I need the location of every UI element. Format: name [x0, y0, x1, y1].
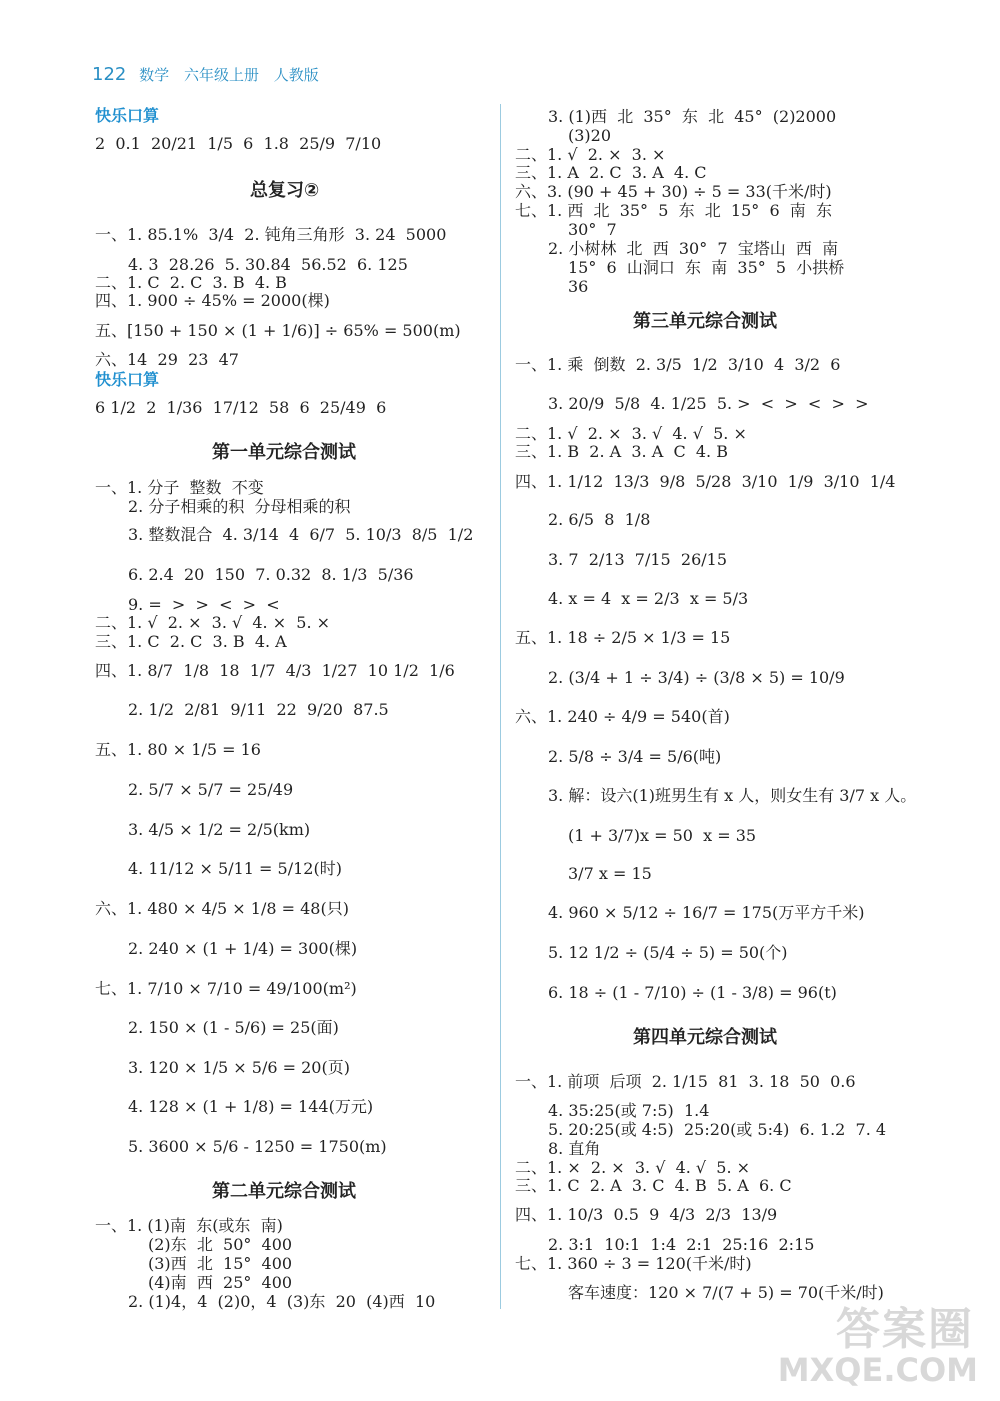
- answer-line: 二、1. C 2. C 3. B 4. B: [95, 273, 287, 292]
- answer-line: 6. 2.4 20 150 7. 0.32 8. 1/3 5/36: [128, 565, 414, 584]
- section-label: 快乐口算: [95, 106, 160, 125]
- answer-line: 一、1. (1)南 东(或东 南): [95, 1216, 283, 1235]
- answer-line: 2. (1)4，4 (2)0，4 (3)东 20 (4)西 10: [128, 1292, 436, 1311]
- answer-line: 3. (1)西 北 35° 东 北 45° (2)2000: [548, 107, 837, 126]
- answer-line: 五、1. 18 ÷ 2/5 × 1/3 = 15: [515, 628, 731, 647]
- answer-line: (3)西 北 15° 400: [148, 1254, 293, 1273]
- answer-line: 2. 3:1 10:1 1:4 2:1 25:16 2:15: [548, 1235, 815, 1254]
- column-divider: [500, 104, 501, 1309]
- answer-line: 四、1. 1/12 13/3 9/8 5/28 3/10 1/9 3/10 1/4: [515, 472, 896, 491]
- subject: 数学: [139, 66, 170, 84]
- answer-line: 一、1. 85.1% 3/4 2. 钝角三角形 3. 24 5000: [95, 225, 447, 244]
- answer-line: 一、1. 前项 后项 2. 1/15 81 3. 18 50 0.6: [515, 1072, 856, 1091]
- answer-line: (1 + 3/7)x = 50 x = 35: [568, 826, 757, 845]
- section-title: 第四单元综合测试: [633, 1027, 777, 1048]
- answer-line: 五、[150 + 150 × (1 + 1/6)] ÷ 65% = 500(m): [95, 321, 461, 340]
- answer-line: 四、1. 10/3 0.5 9 4/3 2/3 13/9: [515, 1205, 778, 1224]
- answer-line: 2. 240 × (1 + 1/4) = 300(棵): [128, 939, 358, 958]
- answer-line: 6 1/2 2 1/36 17/12 58 6 25/49 6: [95, 398, 387, 417]
- watermark-bottom: MXQE.COM: [777, 1351, 978, 1389]
- answer-line: 3. 20/9 5/8 4. 1/25 5. > < > < > >: [548, 394, 869, 413]
- answer-line: 4. 11/12 × 5/11 = 5/12(时): [128, 859, 342, 878]
- page-number: 122: [92, 64, 127, 85]
- answer-line: 4. 35:25(或 7:5) 1.4: [548, 1101, 710, 1120]
- section-title: 总复习②: [250, 180, 320, 201]
- answer-line: 2. 5/7 × 5/7 = 25/49: [128, 780, 294, 799]
- answer-line: 4. 128 × (1 + 1/8) = 144(万元): [128, 1097, 374, 1116]
- answer-line: 七、1. 7/10 × 7/10 = 49/100(m²): [95, 979, 357, 998]
- answer-line: 3. 4/5 × 1/2 = 2/5(km): [128, 820, 311, 839]
- answer-line: 六、3. (90 + 45 + 30) ÷ 5 = 33(千米/时): [515, 182, 832, 201]
- answer-line: 六、1. 240 ÷ 4/9 = 540(首): [515, 707, 730, 726]
- answer-line: 六、14 29 23 47: [95, 350, 239, 369]
- answer-line: 2. 分子相乘的积 分母相乘的积: [128, 497, 351, 516]
- answer-line: 2. 150 × (1 - 5/6) = 25(面): [128, 1018, 339, 1037]
- answer-line: 5. 3600 × 5/6 - 1250 = 1750(m): [128, 1137, 387, 1156]
- answer-line: 四、1. 900 ÷ 45% = 2000(棵): [95, 291, 330, 310]
- section-title: 第一单元综合测试: [212, 442, 356, 463]
- answer-line: (3)20: [568, 126, 612, 145]
- answer-line: 三、1. C 2. A 3. C 4. B 5. A 6. C: [515, 1176, 792, 1195]
- section-title: 第三单元综合测试: [633, 311, 777, 332]
- answer-line: 2. 6/5 8 1/8: [548, 510, 651, 529]
- answer-line: 3/7 x = 15: [568, 864, 652, 883]
- section-title: 第二单元综合测试: [212, 1181, 356, 1202]
- page-header: [92, 64, 329, 85]
- answer-line: 30° 7: [568, 220, 617, 239]
- answer-line: 36: [568, 277, 589, 296]
- watermark: [777, 1293, 978, 1389]
- answer-line: 5. 20:25(或 4:5) 25:20(或 5:4) 6. 1.2 7. 4: [548, 1120, 887, 1139]
- answer-line: 四、1. 8/7 1/8 18 1/7 4/3 1/27 10 1/2 1/6: [95, 661, 455, 680]
- answer-line: 9. = > > < > <: [128, 595, 280, 614]
- edition: 人教版: [273, 66, 319, 84]
- answer-line: 2. (3/4 + 1 ÷ 3/4) ÷ (3/8 × 5) = 10/9: [548, 668, 845, 687]
- answer-line: 3. 解：设六(1)班男生有 x 人，则女生有 3/7 x 人。: [548, 786, 917, 805]
- answer-line: 七、1. 360 ÷ 3 = 120(千米/时): [515, 1254, 752, 1273]
- answer-line: 三、1. B 2. A 3. A C 4. B: [515, 442, 728, 461]
- answer-line: 2. 1/2 2/81 9/11 22 9/20 87.5: [128, 700, 389, 719]
- answer-line: 一、1. 乘 倒数 2. 3/5 1/2 3/10 4 3/2 6: [515, 355, 841, 374]
- grade: 六年级上册: [183, 66, 259, 84]
- answer-line: (2)东 北 50° 400: [148, 1235, 293, 1254]
- answer-line: 2. 5/8 ÷ 3/4 = 5/6(吨): [548, 747, 722, 766]
- answer-line: (4)南 西 25° 400: [148, 1273, 293, 1292]
- answer-line: 3. 120 × 1/5 × 5/6 = 20(页): [128, 1058, 350, 1077]
- answer-line: 4. 960 × 5/12 ÷ 16/7 = 175(万平方千米): [548, 903, 865, 922]
- answer-line: 15° 6 山洞口 东 南 35° 5 小拱桥: [568, 258, 845, 277]
- answer-line: 4. 3 28.26 5. 30.84 56.52 6. 125: [128, 255, 408, 274]
- answer-line: 2 0.1 20/21 1/5 6 1.8 25/9 7/10: [95, 134, 382, 153]
- answer-line: 6. 18 ÷ (1 - 7/10) ÷ (1 - 3/8) = 96(t): [548, 983, 837, 1002]
- answer-line: 客车速度：120 × 7/(7 + 5) = 70(千米/时): [568, 1283, 884, 1302]
- answer-line: 三、1. A 2. C 3. A 4. C: [515, 163, 707, 182]
- answer-line: 8. 直角: [548, 1139, 601, 1158]
- answer-line: 3. 7 2/13 7/15 26/15: [548, 550, 728, 569]
- answer-line: 5. 12 1/2 ÷ (5/4 ÷ 5) = 50(个): [548, 943, 788, 962]
- answer-line: 六、1. 480 × 4/5 × 1/8 = 48(只): [95, 899, 349, 918]
- answer-line: 二、1. √ 2. × 3. √ 4. √ 5. ×: [515, 424, 747, 443]
- answer-line: 二、1. √ 2. × 3. √ 4. × 5. ×: [95, 613, 331, 632]
- answer-line: 五、1. 80 × 1/5 = 16: [95, 740, 261, 759]
- watermark-top: 答案圈: [836, 1304, 974, 1355]
- answer-line: 3. 整数混合 4. 3/14 4 6/7 5. 10/3 8/5 1/2: [128, 525, 474, 544]
- answer-line: 2. 小树林 北 西 30° 7 宝塔山 西 南: [548, 239, 839, 258]
- answer-line: 二、1. √ 2. × 3. ×: [515, 145, 666, 164]
- answer-line: 三、1. C 2. C 3. B 4. A: [95, 632, 287, 651]
- answer-line: 一、1. 分子 整数 不变: [95, 478, 264, 497]
- section-label: 快乐口算: [95, 370, 160, 389]
- answer-line: 二、1. × 2. × 3. √ 4. √ 5. ×: [515, 1158, 751, 1177]
- answer-line: 4. x = 4 x = 2/3 x = 5/3: [548, 589, 749, 608]
- answer-line: 七、1. 西 北 35° 5 东 北 15° 6 南 东: [515, 201, 832, 220]
